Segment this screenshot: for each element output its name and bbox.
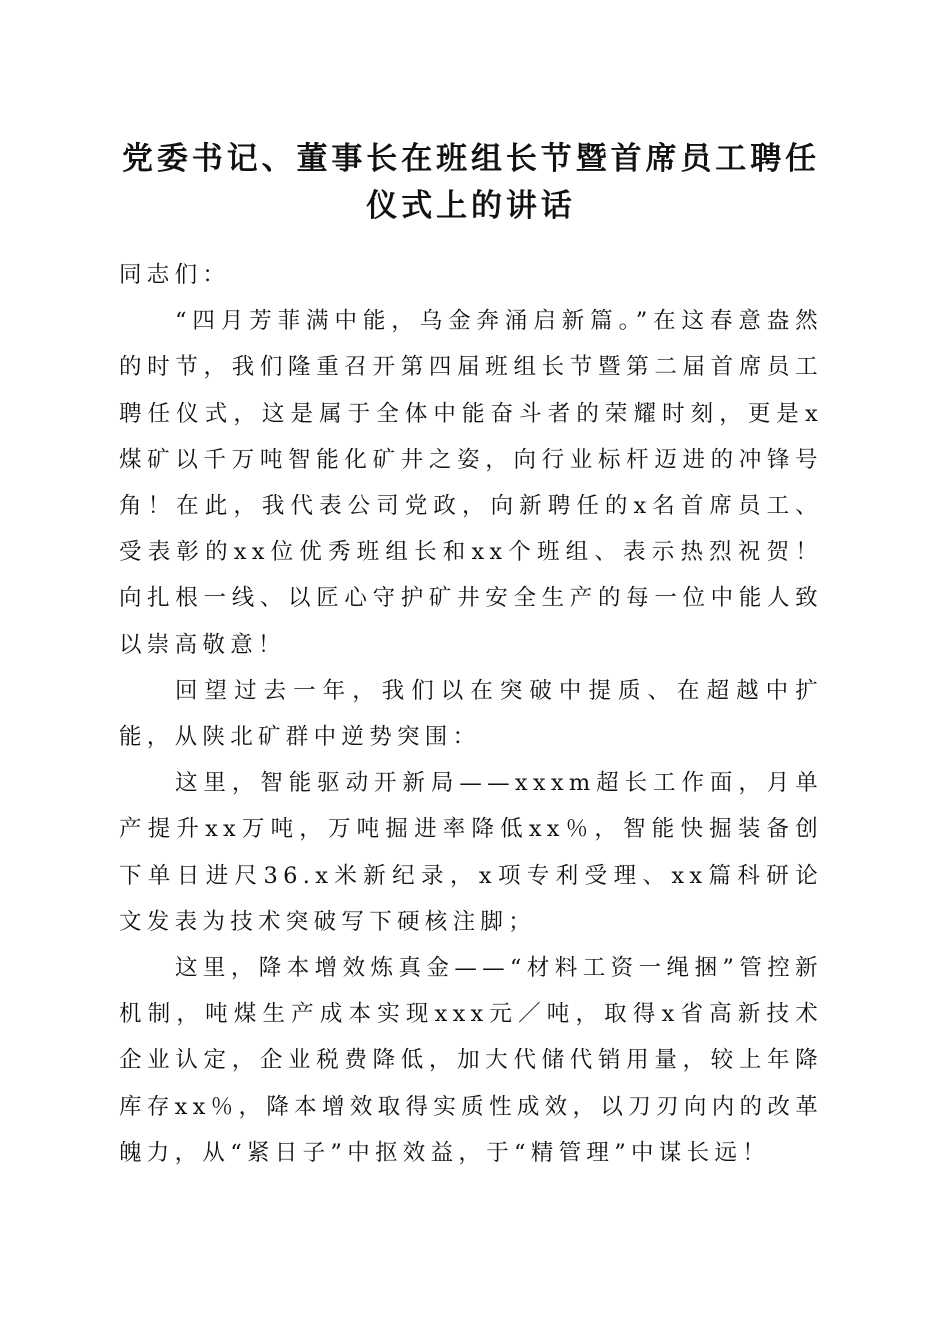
paragraph-cost-reduction: 这里，降本增效炼真金——“材料工资一绳捆”管控新机制，吨煤生产成本实现xxx元／吨，取得x省高新技术企业认定，企业税费降低，加大代储代销用量，较上年降库存xx％，降本增效取得实质性成效，以刀刃向内的改革魄力，从“紧日子”中抠效益，于“精管理”中谋长远！ [119,955,823,1166]
title-line-1: 党委书记、董事长在班组长节暨首席员工聘任 [122,141,820,177]
paragraph-opening: “四月芳菲满中能，乌金奔涌启新篇。”在这春意盎然的时节，我们隆重召开第四届班组长节暨第二届首席员工聘任仪式，这是属于全体中能奋斗者的荣耀时刻，更是x煤矿以千万吨智能化矿井之姿，向行业标杆迈进的冲锋号角！在此，我代表公司党政，向新聘任的x名首席员工、受表彰的xx位优秀班组长和xx个班组、表示热烈祝贺！向扎根一线、以匠心守护矿井安全生产的每一位中能人致以崇高敬意！ [119,308,823,658]
salutation: 同志们： [119,262,231,288]
paragraph-smart-drive: 这里，智能驱动开新局——xxxm超长工作面，月单产提升xx万吨，万吨掘进率降低xx％，智能快掘装备创下单日进尺36.x米新纪录，x项专利受理、xx篇科研论文发表为技术突破写下硬核注脚； [119,770,823,935]
title-line-2: 仪式上的讲话 [366,188,576,224]
document-body [119,252,823,1176]
document-title [119,136,823,230]
paragraph-review: 回望过去一年，我们以在突破中提质、在超越中扩能，从陕北矿群中逆势突围： [119,677,823,751]
